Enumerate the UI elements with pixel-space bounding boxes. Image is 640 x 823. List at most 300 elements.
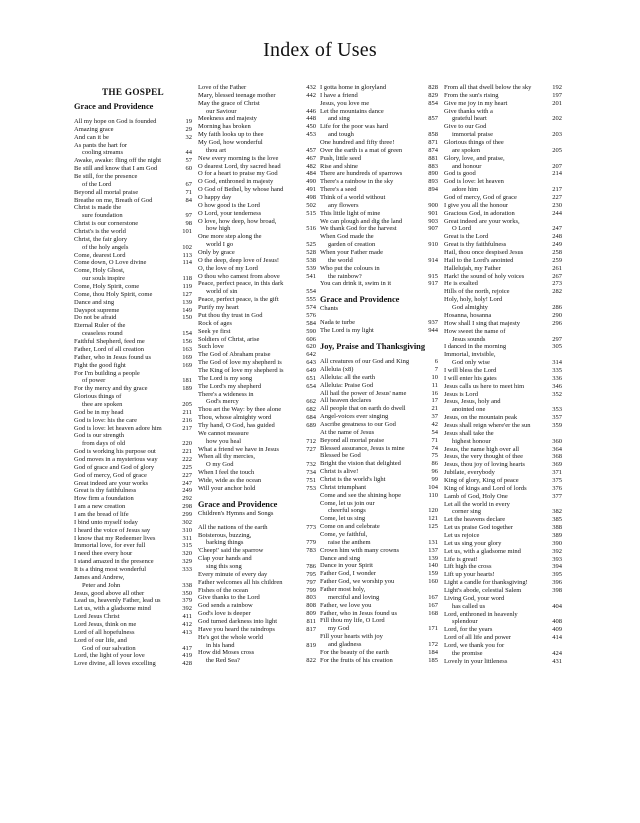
index-entry [444,626,562,634]
hymn-title: We can plough and dig the land [320,217,403,225]
hymn-number: 160 [428,578,438,586]
hymn-title: Nada te turbe [320,319,356,327]
hymn-number: 732 [306,461,316,469]
hymn-title: Alleluia: Praise God [320,381,374,389]
index-entry [444,296,562,304]
hymn-title: Lord of our life, and [74,636,127,644]
index-entry [320,265,438,273]
index-entry-continuation [444,650,562,658]
hymn-title: It is a thing most wonderful [74,565,147,573]
hymn-title: Christ is the world's light [320,475,386,483]
hymn-title: Be still and know that I am God [74,165,158,173]
index-entry [198,524,316,532]
hymn-title: Light a candle for thanksgiving! [444,579,528,587]
index-entry [444,571,562,579]
hymn-title: Lord, the light of your love [74,652,145,660]
index-entry [320,194,438,202]
index-entry [74,197,192,205]
hymn-title: Hail, thou once despised Jesus [444,249,524,257]
hymn-number: 168 [428,609,438,617]
hymn-title: There are hundreds of sparrows [320,170,403,178]
index-entry [444,170,562,178]
hymn-number: 184 [428,648,438,656]
index-entry [198,634,316,642]
hymn-title: One more step along the [198,233,262,241]
hymn-number: 375 [552,476,562,484]
hymn-number: 779 [306,539,316,547]
hymn-number: 394 [552,563,562,571]
index-entry [198,265,316,273]
hymn-number: 414 [552,634,562,642]
index-entry [444,461,562,469]
index-entry [198,92,316,100]
hymn-title: Come, ye faithful, [320,530,368,538]
hymn-number: 216 [182,416,192,424]
index-entry [444,178,562,186]
hymn-number: 576 [306,311,316,319]
index-entry [320,382,438,390]
hymn-title: the promise [452,649,483,657]
index-entry [320,649,438,657]
hymn-title: God's love is deeper [198,610,251,618]
hymn-title: Come, let us join our [320,499,375,507]
index-entry [444,446,562,454]
index-entry [74,574,192,582]
hymn-title: merciful and loving [328,593,380,601]
hymn-title: Christ is alive! [320,468,359,476]
hymn-title: At the name of Jesus [320,428,375,436]
index-entry-continuation [320,115,438,123]
hymn-title: Lord of all life and power [444,634,511,642]
hymn-number: 404 [552,602,562,610]
index-entry [444,398,562,406]
hymn-number: 338 [182,581,192,589]
index-entry [444,611,562,619]
index-entry-continuation [444,618,562,626]
hymn-title: As pants the hart for [74,141,128,149]
hymn-number: 431 [552,657,562,665]
hymn-title: Fill thou my life, O Lord [320,617,385,625]
hymn-number: 453 [306,131,316,139]
hymn-number: 457 [306,146,316,154]
index-entry [74,605,192,613]
index-entry [444,414,562,422]
hymn-number: 258 [552,249,562,257]
hymn-number: 819 [306,641,316,649]
hymn-title: grateful heart [452,115,487,123]
hymn-title: anointed one [452,406,486,414]
index-entry [198,336,316,344]
hymn-title: Who put the colours in [320,264,380,272]
hymn-title: I know that my Redeemer lives [74,534,156,542]
index-entry [198,131,316,139]
index-entry [74,283,192,291]
index-entry [320,562,438,570]
hymn-title: Come on and celebrate [320,523,380,531]
index-entry [198,422,316,430]
hymn-number: 163 [182,345,192,353]
hymn-number: 156 [182,338,192,346]
hymn-number: 149 [182,306,192,314]
hymn-number: 84 [185,196,192,204]
hymn-number: 247 [552,225,562,233]
index-entry [74,448,192,456]
hymn-number: 97 [185,212,192,220]
hymn-title: Jesus, you love me [320,99,370,107]
hymn-number: 411 [182,613,192,621]
hymn-number: 795 [306,570,316,578]
index-entry [320,139,438,147]
hymn-number: 29 [185,125,192,133]
index-entry [320,390,438,398]
hymn-number: 894 [428,186,438,194]
hymn-number: 167 [428,593,438,601]
index-entry [198,186,316,194]
hymn-title: Put thou thy trust in God [198,311,263,319]
index-column-1 [74,84,192,668]
hymn-title: Amazing grace [74,125,114,133]
hymn-title: For I'm building a people [74,369,140,377]
hymn-title: my God [328,625,350,633]
hymn-title: O Lord [452,225,471,233]
hymn-title: thee are spoken [82,400,123,408]
hymn-title: For thy mercy and thy grace [74,385,148,393]
hymn-number: 248 [552,233,562,241]
hymn-title: The Lord is my song [198,374,253,382]
index-entry [320,249,438,257]
hymn-number: 413 [182,628,192,636]
hymn-title: All heaven declares [320,397,372,405]
index-entry [74,228,192,236]
index-entry [444,155,562,163]
index-entry-continuation [198,438,316,446]
hymn-number: 684 [306,414,316,422]
hymn-title: Come, dearest Lord [74,251,126,259]
hymn-title: Hills of the north, rejoice [444,288,510,296]
hymn-title: how you heal [206,437,242,445]
index-entry [444,469,562,477]
index-entry [74,220,192,228]
index-entry-continuation [198,563,316,571]
hymn-number: 202 [552,115,562,123]
index-entry [198,178,316,186]
hymn-number: 19 [185,118,192,125]
index-entry-continuation [74,244,192,252]
hymn-number: 783 [306,547,316,555]
hymn-title: Thou, whose almighty word [198,414,272,422]
index-entry [198,359,316,367]
hymn-number: 371 [552,469,562,477]
hymn-title: Great indeed are your works, [444,217,520,225]
index-entry [444,391,562,399]
hymn-title: sing this song [206,562,242,570]
hymn-number: 119 [182,283,192,291]
index-entry-continuation [444,603,562,611]
index-entry [444,265,562,273]
index-entry [74,291,192,299]
hymn-title: Fill your hearts with joy [320,633,383,641]
hymn-number: 857 [428,115,438,123]
index-entry [74,621,192,629]
index-entry-continuation [320,641,438,649]
hymn-title: Angel-voices ever singing [320,413,389,421]
hymn-number: 874 [428,146,438,154]
index-entry [74,652,192,660]
hymn-title: O for a heart to praise my God [198,170,278,178]
index-entry [444,194,562,202]
subsection-subtitle: Children's Hymns and Songs [198,509,274,517]
hymn-title: Lord, for the years [444,626,493,634]
index-entry [74,157,192,165]
hymn-title: Meekness and majesty [198,115,257,123]
index-entry [444,642,562,650]
index-entry [320,100,438,108]
hymn-number: 335 [552,366,562,374]
hymn-title: O God, enthroned in majesty [198,178,274,186]
hymn-title: I will enter his gates [444,374,497,382]
index-entry [444,493,562,501]
index-entry [444,563,562,571]
index-entry-continuation [198,657,316,665]
index-entry [444,540,562,548]
index-entry-continuation [444,336,562,344]
hymn-title: Jesus calls us here to meet him [444,382,525,390]
hymn-number: 490 [306,178,316,186]
hymn-title: God moves in a mysterious way [74,455,158,463]
hymn-title: Soldiers of Christ, arise [198,335,260,343]
hymn-title: The Lord's my shepherd [198,382,262,390]
hymn-title: God of mercy, God of grace [74,471,147,479]
hymn-number: 44 [185,149,192,157]
hymn-title: Purify my heart [198,304,239,312]
index-entry-continuation [320,594,438,602]
index-entry [444,343,562,351]
hymn-number: 205 [182,400,192,408]
hymn-title: Lamb of God, Holy One [444,492,508,500]
hymn-title: Come, thou Holy Spirit, come [74,290,153,298]
hymn-number: 220 [182,440,192,448]
index-entry-continuation [74,401,192,409]
hymn-title: May the grace of Christ [198,99,260,107]
hymn-number: 662 [306,398,316,406]
hymn-number: 171 [428,625,438,633]
index-entry [74,660,192,668]
hymn-title: Lead us, heavenly Father, lead us [74,597,161,605]
hymn-title: Let us praise God together [444,524,513,532]
hymn-number: 207 [552,162,562,170]
hymn-title: O Lord, your tenderness [198,209,262,217]
hymn-title: Peace, perfect peace, in this dark [198,280,284,288]
hymn-title: O God of Bethel, by whose hand [198,186,284,194]
index-entry [320,500,438,508]
hymn-title: Come down, O Love divine [74,259,147,267]
hymn-title: Give thanks to the Lord [198,594,260,602]
hymn-title: splendour [452,618,478,626]
hymn-number: 140 [428,562,438,570]
hymn-number: 98 [185,220,192,228]
hymn-title: When your Father made [320,249,383,257]
hymn-number: 314 [552,359,562,367]
hymn-title: New every morning is the love [198,154,279,162]
hymn-title: God be in my head [74,408,124,416]
hymn-number: 786 [306,562,316,570]
hymn-number: 7 [434,365,438,373]
hymn-title: O my God [206,461,234,469]
hymn-title: adore him [452,186,479,194]
index-entry-continuation [198,108,316,116]
hymn-title: Life is great! [444,555,478,563]
hymn-number: 396 [552,579,562,587]
index-entry [320,92,438,100]
hymn-title: God of grace and God of glory [74,463,155,471]
subsection-subtitle: Chants [320,305,339,313]
hymn-title: Lord Jesus, think on me [74,621,137,628]
hymn-number: 101 [182,228,192,236]
index-entry [444,108,562,116]
hymn-number: 903 [428,217,438,225]
hymn-number: 32 [185,133,192,141]
hymn-title: God is love: his the care [74,416,137,424]
hymn-title: All hail the power of Jesus' name [320,389,407,397]
index-entry [320,327,438,335]
hymn-title: Alleluia (x8) [320,365,354,373]
hymn-title: God only wise [452,359,490,367]
index-entry [444,312,562,320]
hymn-title: Will your anchor hold [198,484,256,492]
index-entry [444,595,562,603]
index-entry [320,578,438,586]
hymn-title: Beyond all mortal praise [320,436,385,444]
hymn-number: 137 [428,546,438,554]
index-entry [74,370,192,378]
hymn-title: thou art [206,146,227,154]
hymn-title: Blessed be God [320,452,361,460]
hymn-number: 203 [552,131,562,139]
index-entry [74,472,192,480]
hymn-title: The God of love my shepherd is [198,359,282,367]
index-entry [74,204,192,212]
hymn-title: Breathe on me, Breath of God [74,196,153,204]
index-entry [444,658,562,666]
index-entry [444,485,562,493]
hymn-number: 944 [428,327,438,335]
index-entry [198,296,316,304]
hymn-title: O how good is the Lord [198,201,260,209]
hymn-title: My God, how wonderful [198,139,263,147]
hymn-title: are spoken [452,146,480,154]
hymn-number: 574 [306,304,316,312]
hymn-title: I bind unto myself today [74,518,138,526]
index-entry [74,519,192,527]
hymn-number: 753 [306,484,316,492]
index-entry [320,570,438,578]
hymn-number: 230 [552,201,562,209]
index-entry [198,343,316,351]
hymn-title: Glorious things of thee [444,139,504,147]
hymn-title: garden of creation [328,241,376,249]
hymn-number: 329 [182,558,192,566]
index-entry [444,501,562,509]
hymn-title: Be still, for the presence [74,173,138,181]
index-entry [444,587,562,595]
hymn-title: Come, let us sing [320,515,366,523]
hymn-number: 197 [552,91,562,99]
index-entry [74,118,192,126]
index-entry [74,299,192,307]
index-entry [320,421,438,429]
hymn-number: 154 [182,330,192,338]
hymn-title: How shall I sing that majesty [444,319,521,327]
index-entry [74,527,192,535]
hymn-title: Father, who in Jesus found us [74,353,152,361]
hymn-number: 110 [428,491,438,499]
index-entry [320,476,438,484]
hymn-number: 822 [306,657,316,665]
hymn-title: Jesus shall take the [444,429,494,437]
index-entry [444,367,562,375]
index-entry-continuation [444,406,562,414]
hymn-title: Let the heavens declare [444,516,506,524]
hymn-number: 417 [182,644,192,652]
index-entry [74,142,192,150]
hymn-number: 315 [182,542,192,550]
hymn-title: Dance and sing [74,298,115,306]
subsection-heading: Grace and Providence [198,499,278,509]
hymn-title: Christ, the fair glory [74,235,128,243]
index-entry [198,304,316,312]
hymn-title: Immortal love, for ever full [74,542,146,550]
hymn-title: Father God, we worship you [320,578,395,586]
index-entry [444,218,562,226]
hymn-number: 352 [552,390,562,398]
index-entry [198,84,316,92]
hymn-title: O dearest Lord, thy sacred head [198,162,281,170]
hymn-title: Dayspot supreme [74,306,120,314]
hymn-number: 450 [306,123,316,131]
hymn-number: 333 [182,565,192,573]
hymn-number: 192 [552,84,562,91]
index-entry [74,189,192,197]
index-entry [444,422,562,430]
hymn-number: 871 [428,139,438,147]
hymn-number: 584 [306,319,316,327]
index-entry [320,460,438,468]
hymn-title: how high [206,225,231,233]
hymn-title: I am a new creation [74,503,126,511]
hymn-number: 86 [431,460,438,468]
hymn-number: 169 [182,353,192,361]
hymn-number: 113 [182,251,192,259]
index-entry [320,586,438,594]
index-entry [198,485,316,493]
hymn-number: 539 [306,264,316,272]
hymn-title: Dance and sing [320,554,361,562]
hymn-number: 651 [306,374,316,382]
hymn-number: 104 [428,483,438,491]
index-entry [198,123,316,131]
hymn-number: 528 [306,249,316,257]
index-entry [198,202,316,210]
hymn-number: 491 [306,186,316,194]
index-entry [320,178,438,186]
index-entry [320,225,438,233]
index-entry [198,594,316,602]
hymn-title: Great is thy faithfulness [74,487,137,495]
index-entry [320,163,438,171]
index-entry [444,453,562,461]
index-entry [74,385,192,393]
index-entry [198,391,316,399]
